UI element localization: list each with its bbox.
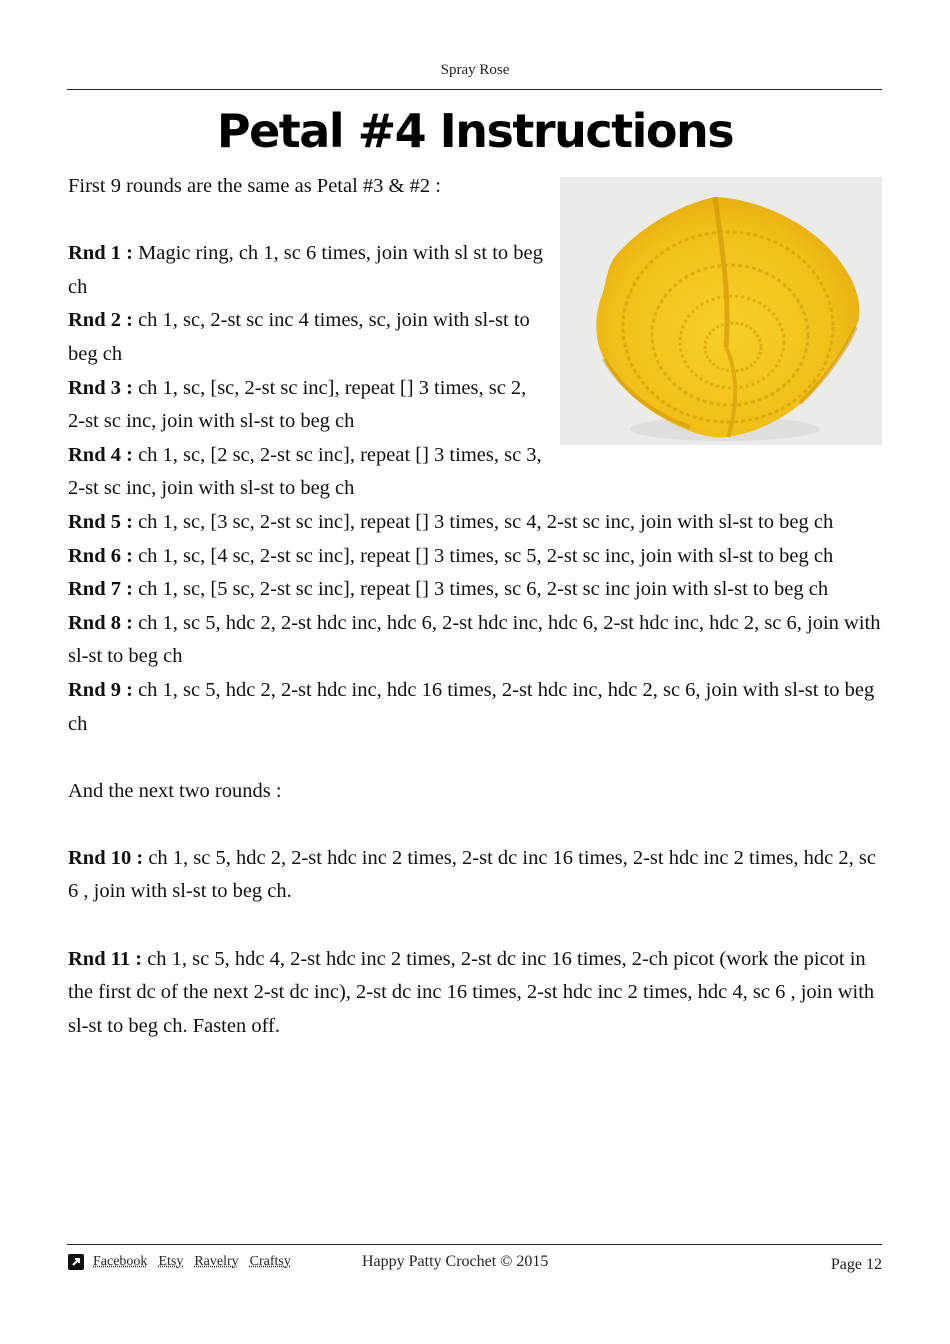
round-text: ch 1, sc, [5 sc, 2-st sc inc], repeat [] 3 times, sc 6, 2-st sc inc join with sl-st to beg ch — [132, 578, 829, 601]
crochet-petal-photo — [560, 177, 882, 445]
round-label: Rnd 3 : — [68, 376, 133, 399]
round-text: ch 1, sc, [3 sc, 2-st sc inc], repeat [] 3 times, sc 4, 2-st sc inc, join with sl-st to beg ch — [132, 510, 834, 533]
external-link-icon[interactable] — [68, 1254, 84, 1270]
spacer — [68, 741, 882, 775]
round-text: ch 1, sc, [2 sc, 2-st sc inc], repeat [] 3 times, sc 3, 2-st sc inc, join with sl-st to beg ch — [68, 443, 542, 500]
round-text: ch 1, sc 5, hdc 2, 2-st hdc inc, hdc 6, 2-st hdc inc, hdc 6, 2-st hdc inc, hdc 2, sc 6, join with sl-st to beg ch — [68, 611, 881, 668]
round-label: Rnd 9 : — [68, 678, 133, 701]
round-4 — [68, 439, 882, 506]
round-text: ch 1, sc, [sc, 2-st sc inc], repeat [] 3 times, sc 2, 2-st sc inc, join with sl-st to beg ch — [68, 376, 527, 433]
round-11 — [68, 943, 882, 1044]
page-number: Page 12 — [830, 1256, 882, 1273]
round-6 — [68, 540, 882, 574]
facebook-link[interactable]: Facebook — [93, 1254, 148, 1269]
round-text: ch 1, sc, 2-st sc inc 4 times, sc, join with sl-st to beg ch — [68, 309, 530, 365]
round-text: Magic ring, ch 1, sc 6 times, join with sl st to beg ch — [68, 242, 543, 298]
round-label: Rnd 8 : — [68, 611, 133, 634]
round-text: ch 1, sc 5, hdc 2, 2-st hdc inc 2 times, 2-st dc inc 16 times, 2-st hdc inc 2 times, hdc 2, sc 6 , join with sl-st to beg ch. — [68, 846, 876, 903]
round-label: Rnd 10 : — [68, 846, 144, 869]
round-label: Rnd 7 : — [68, 578, 133, 601]
craftsy-link[interactable]: Craftsy — [249, 1254, 291, 1269]
round-text: ch 1, sc, [4 sc, 2-st sc inc], repeat [] 3 times, sc 5, 2-st sc inc, join with sl-st to beg ch — [132, 544, 834, 567]
round-label: Rnd 5 : — [68, 510, 133, 533]
header-rule — [67, 89, 882, 90]
etsy-link[interactable]: Etsy — [158, 1254, 184, 1269]
copyright-text: Happy Patty Crochet © 2015 — [362, 1253, 549, 1270]
round-text: ch 1, sc 5, hdc 2, 2-st hdc inc, hdc 16 times, 2-st hdc inc, hdc 2, sc 6, join with sl-st to beg ch — [68, 678, 875, 735]
round-text: ch 1, sc 5, hdc 4, 2-st hdc inc 2 times, 2-st dc inc 16 times, 2-ch picot (work the picot in the first dc of the next 2-st dc inc), 2-st dc inc 16 times, 2-st hdc inc 2 times, hdc 4, sc 6 , join with sl-st to beg ch. Fasten off. — [68, 947, 875, 1037]
round-8 — [68, 607, 882, 674]
round-label: Rnd 2 : — [68, 309, 133, 332]
round-label: Rnd 6 : — [68, 544, 133, 567]
page-title: Petal #4 Instructions — [216, 104, 734, 158]
ravelry-link[interactable]: Ravelry — [194, 1254, 239, 1269]
intro-text: First 9 rounds are the same as Petal #3 & #2 : — [68, 175, 441, 197]
social-links — [68, 1254, 302, 1270]
footer-rule — [67, 1244, 882, 1245]
instructions-body — [68, 170, 882, 1043]
round-label: Rnd 4 : — [68, 443, 133, 466]
round-label: Rnd 1 : — [68, 242, 133, 265]
spacer — [68, 909, 882, 943]
spacer — [68, 808, 882, 842]
round-label: Rnd 11 : — [68, 947, 143, 970]
round-9 — [68, 674, 882, 741]
running-header: Spray Rose — [440, 62, 510, 78]
round-5 — [68, 506, 882, 540]
round-7 — [68, 573, 882, 607]
round-10 — [68, 842, 882, 909]
next-rounds-intro: And the next two rounds : — [68, 779, 282, 802]
